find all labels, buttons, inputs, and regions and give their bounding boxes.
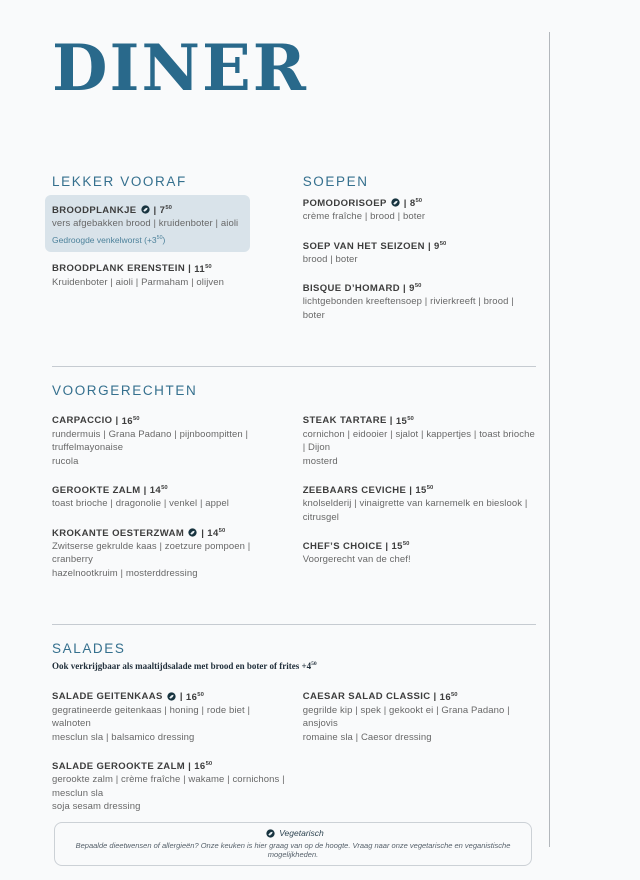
- menu-item: [303, 688, 536, 744]
- menu-sections: [52, 174, 536, 828]
- menu-item: [52, 260, 285, 289]
- item-name-price: SALADE GEITENKAAS | $16^{50}$: [52, 691, 204, 703]
- item-description: gegratineerde geitenkaas | honing | rode biet | walnoten: [52, 704, 251, 730]
- item-price: $16^{50}$: [121, 415, 140, 427]
- menu-column: [303, 174, 536, 336]
- item-name: STEAK TARTARE: [302, 415, 387, 427]
- menu-item: [52, 525, 285, 581]
- vegetarian-leaf-icon: [266, 829, 275, 838]
- item-name-price: STEAK TARTARE | $15^{50}$: [302, 415, 414, 427]
- item-description: gerookte zalm | crème fraîche | wakame | cornichons | mesclun sla: [52, 774, 285, 799]
- item-name-price: POMODORISOEP | $8^{50}$: [302, 198, 423, 210]
- section-subtitle: Ook verkrijgbaar als maaltijdsalade met brood en boter of frites $+4^{50}$: [52, 661, 317, 672]
- item-name: CARPACCIO: [52, 415, 113, 427]
- item-name-price: CHEF’S CHOICE | $15^{50}$: [302, 541, 410, 553]
- section-divider: [52, 366, 536, 367]
- item-description: vers afgebakken brood | kruidenboter | aioli: [52, 218, 239, 230]
- item-name: BROODPLANK ERENSTEIN: [52, 263, 186, 275]
- item-price: $9^{50}$: [409, 283, 422, 295]
- item-description: soja sesam dressing: [52, 801, 141, 813]
- item-name: BROODPLANKJE: [52, 205, 137, 217]
- menu-item: [52, 688, 285, 744]
- vegetarian-leaf-icon: [391, 198, 400, 207]
- menu-column: [52, 412, 285, 594]
- item-name: SOEP VAN HET SEIZOEN: [302, 240, 425, 252]
- section-columns: [52, 412, 536, 594]
- item-name-price: BROODPLANKJE | $7^{50}$: [52, 205, 172, 217]
- page-edge-divider: [549, 32, 550, 847]
- item-price: $14^{50}$: [149, 485, 168, 497]
- item-price: $11^{50}$: [194, 263, 212, 275]
- item-description: rucola: [52, 455, 79, 467]
- item-description: lichtgebonden kreeftensoep | rivierkreeft | brood | boter: [302, 296, 514, 321]
- item-name: BISQUE D’HOMARD: [302, 283, 401, 295]
- item-name-price: ZEEBAARS CEVICHE | $15^{50}$: [302, 485, 434, 497]
- item-name-price: KROKANTE OESTERZWAM | $14^{50}$: [52, 527, 226, 539]
- item-description: toast brioche | dragonolie | venkel | appel: [52, 498, 230, 510]
- section-columns: [52, 688, 536, 827]
- item-price: $8^{50}$: [409, 198, 423, 210]
- vegetarian-leaf-icon: [188, 528, 197, 537]
- item-name: CAESAR SALAD CLASSIC: [302, 691, 431, 703]
- allergy-note: Bepaalde dieetwensen of allergieën? Onze keuken is hier graag van op de hoogte. Vraag naar onze vegetarische en veganistische mogelijkheden.: [75, 841, 511, 859]
- item-description: brood | boter: [302, 253, 358, 265]
- section-heading: VOORGERECHTEN: [52, 383, 198, 399]
- menu-column: [303, 412, 536, 580]
- item-description: gegrilde kip | spek | gekookt ei | Grana Padano | ansjovis: [302, 704, 510, 730]
- item-name: GEROOKTE ZALM: [52, 485, 141, 497]
- vegetarian-label: Vegetarisch: [279, 828, 324, 838]
- item-price: $15^{50}$: [391, 541, 410, 553]
- item-price: $9^{50}$: [434, 240, 447, 252]
- item-name-price: SOEP VAN HET SEIZOEN | $9^{50}$: [302, 240, 447, 252]
- footer-note-box: [54, 822, 532, 866]
- column-heading: LEKKER VOORAF: [52, 174, 187, 189]
- menu-section-salades: [52, 641, 536, 827]
- vegetarian-leaf-icon: [141, 205, 150, 214]
- item-description: knolselderij | vinaigrette van karnemelk en bieslook | citrusgel: [302, 498, 528, 523]
- menu-item: [45, 195, 250, 252]
- menu-column: [303, 688, 536, 758]
- item-price: $16^{50}$: [185, 691, 204, 703]
- item-description: hazelnootkruim | mosterddressing: [52, 567, 198, 579]
- item-description: rundermuis | Grana Padano | pijnboompitten | truffelmayonaise: [52, 428, 249, 454]
- menu-item: [303, 538, 536, 567]
- item-price: $16^{50}$: [194, 761, 213, 773]
- item-name: KROKANTE OESTERZWAM: [52, 527, 185, 539]
- item-description: mosterd: [302, 455, 338, 467]
- item-description: Voorgerecht van de chef!: [302, 554, 411, 566]
- menu-section-vooraf-soepen: [52, 174, 536, 336]
- item-name: CHEF’S CHOICE: [302, 541, 383, 553]
- menu-content: [52, 31, 536, 828]
- item-price: $7^{50}$: [159, 205, 172, 217]
- menu-item: [303, 195, 536, 224]
- item-name-price: BISQUE D’HOMARD | $9^{50}$: [302, 283, 422, 295]
- item-price: $14^{50}$: [207, 527, 226, 539]
- item-name: POMODORISOEP: [302, 198, 387, 210]
- item-price: $16^{50}$: [439, 691, 458, 703]
- menu-item: [303, 482, 536, 524]
- item-name: ZEEBAARS CEVICHE: [302, 485, 407, 497]
- column-heading: SOEPEN: [302, 174, 369, 189]
- item-name-price: CAESAR SALAD CLASSIC | $16^{50}$: [302, 691, 458, 703]
- menu-item: [303, 238, 536, 267]
- menu-item: [303, 280, 536, 322]
- item-price: $15^{50}$: [415, 485, 434, 497]
- item-description: mesclun sla | balsamico dressing: [52, 731, 195, 743]
- menu-item: [52, 758, 285, 814]
- item-name: SALADE GEROOKTE ZALM: [52, 761, 186, 773]
- section-divider: [52, 624, 536, 625]
- menu-item: [303, 412, 536, 468]
- item-name-price: BROODPLANK ERENSTEIN | $11^{50}$: [52, 263, 212, 275]
- section-heading: SALADES: [52, 641, 126, 657]
- menu-section-voorgerechten: [52, 383, 536, 594]
- item-description: cornichon | eidooier | sjalot | kappertjes | toast brioche | Dijon: [302, 428, 535, 454]
- item-name-price: GEROOKTE ZALM | $14^{50}$: [52, 485, 168, 497]
- item-name-price: CARPACCIO | $16^{50}$: [52, 415, 140, 427]
- vegetarian-legend: [65, 828, 521, 838]
- item-description: crème fraîche | brood | boter: [302, 211, 426, 223]
- item-name-price: SALADE GEROOKTE ZALM | $16^{50}$: [52, 761, 213, 773]
- item-description: romaine sla | Caesor dressing: [302, 731, 432, 743]
- item-extra-note: Gedroogde venkelworst $(+3^{50})$: [52, 234, 166, 245]
- menu-item: [52, 482, 285, 511]
- item-description: Kruidenboter | aioli | Parmaham | olijven: [52, 276, 225, 288]
- section-columns: [52, 174, 536, 336]
- item-name: SALADE GEITENKAAS: [52, 691, 163, 703]
- menu-column: [52, 174, 285, 303]
- vegetarian-leaf-icon: [167, 692, 176, 701]
- page-title: DINER: [52, 31, 308, 106]
- item-price: $15^{50}$: [395, 415, 414, 427]
- menu-item: [52, 412, 285, 468]
- item-description: Zwitserse gekrulde kaas | zoetzure pompoen | cranberry: [52, 540, 251, 566]
- menu-column: [52, 688, 285, 827]
